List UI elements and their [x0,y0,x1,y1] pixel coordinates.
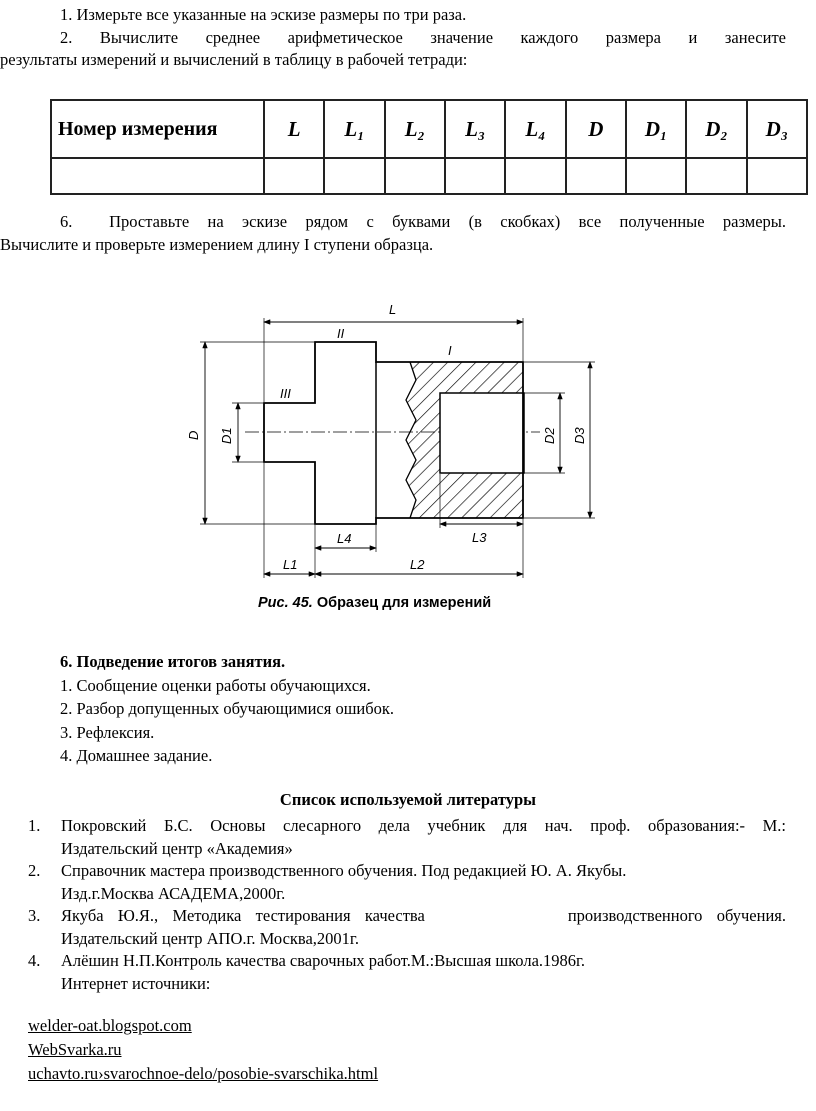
label-L3: L3 [472,530,487,545]
item-line: Издательский центр «Академия» [61,838,293,858]
table-cell[interactable] [324,158,384,194]
table-cell[interactable] [264,158,324,194]
summary-title: 6. Подведение итогов занятия. [60,652,286,671]
column-header: D [566,100,626,158]
list-item [28,905,786,950]
instruction-step-1: 1. Измерьте все указанные на эскизе размеры по три раза. [60,5,467,24]
list-item: 2. Разбор допущенных обучающимися ошибок. [60,699,395,718]
inner-bore [440,393,524,473]
table-cell[interactable] [51,158,264,194]
label-D3: D3 [572,427,587,444]
column-header: D₁ [626,100,686,158]
label-D2: D2 [542,427,557,444]
item-number: 3. [28,906,41,925]
label-L4: L4 [337,531,352,546]
figure-caption [258,595,491,611]
table-cell[interactable] [445,158,505,194]
summary-section [60,650,394,768]
label-D: D [186,430,201,440]
label-L: L [389,302,397,317]
table-row [51,158,807,194]
item-line: Издательский центр АПО.г. Москва,2001г. [61,928,359,948]
column-header: D₃ [747,100,807,158]
list-item [28,860,786,905]
item-number: 4. [28,951,41,970]
link-websvarka[interactable]: WebSvarka.ru [28,1040,122,1059]
instruction-step-2-line-1: 2. Вычислите среднее арифметическое значение каждого размера и занесите [60,28,786,47]
item-number: 2. [28,861,41,880]
label-step-III: III [280,386,291,401]
instruction-step-6-line-1: 6. Проставьте на эскизе рядом с буквами (в скобках) все полученные размеры. [60,212,786,231]
column-header: L₃ [445,100,505,158]
column-header: D₂ [686,100,746,158]
sample-sketch-drawing [180,290,610,590]
caption-text: Образец для измерений [312,595,492,611]
list-item [28,950,786,995]
column-header-measurement-number: Номер измерения [51,100,264,158]
bibliography-title: Список используемой литературы [279,790,537,809]
item-line: Интернет источники: [61,973,211,993]
item-line: Изд.г.Москва АСАДЕМА,2000г. [61,883,286,903]
list-item [28,815,786,860]
table-cell[interactable] [686,158,746,194]
item-line: Якуба Ю.Я., Методика тестирования качества производственного обучения. [61,906,786,925]
item-line: Покровский Б.С. Основы слесарного дела учебник для нач. проф. образования:- М.: [61,816,786,835]
caption-prefix: Рис. 45. [258,595,313,611]
list-item: 1. Сообщение оценки работы обучающихся. [60,675,371,695]
label-step-II: II [337,326,345,341]
label-L1: L1 [283,557,298,572]
table-cell[interactable] [505,158,565,194]
column-header: L₂ [385,100,445,158]
instruction-step-2-line-2: результаты измерений и вычислений в таблицу в рабочей тетради: [0,50,468,69]
label-D1: D1 [219,427,234,444]
links-list [28,1014,378,1086]
item-line: Алёшин Н.П.Контроль качества сварочных работ.М.:Высшая школа.1986г. [61,951,586,970]
column-header: L [264,100,324,158]
list-item: 3. Рефлексия. [60,722,155,742]
column-header: L₁ [324,100,384,158]
instruction-step-6-line-2: Вычислите и проверьте измерением длину I ступени образца. [0,235,434,254]
table-cell[interactable] [566,158,626,194]
link-welder-oat[interactable]: welder-oat.blogspot.com [28,1016,192,1035]
table-header-row [51,100,807,158]
label-L2: L2 [410,557,425,572]
list-item: 4. Домашнее задание. [60,746,213,765]
bibliography-list [28,815,786,995]
item-line: Справочник мастера производственного обучения. Под редакцией Ю. А. Якубы. [61,861,627,880]
column-header: L₄ [505,100,565,158]
link-uchavto[interactable]: uchavto.ru›svarochnoe-delo/posobie-svarschika.html [28,1064,379,1083]
table-cell[interactable] [747,158,807,194]
label-step-I: I [448,343,452,358]
table-cell[interactable] [626,158,686,194]
table-cell[interactable] [385,158,445,194]
measurement-table [50,99,808,195]
item-number: 1. [28,816,41,835]
